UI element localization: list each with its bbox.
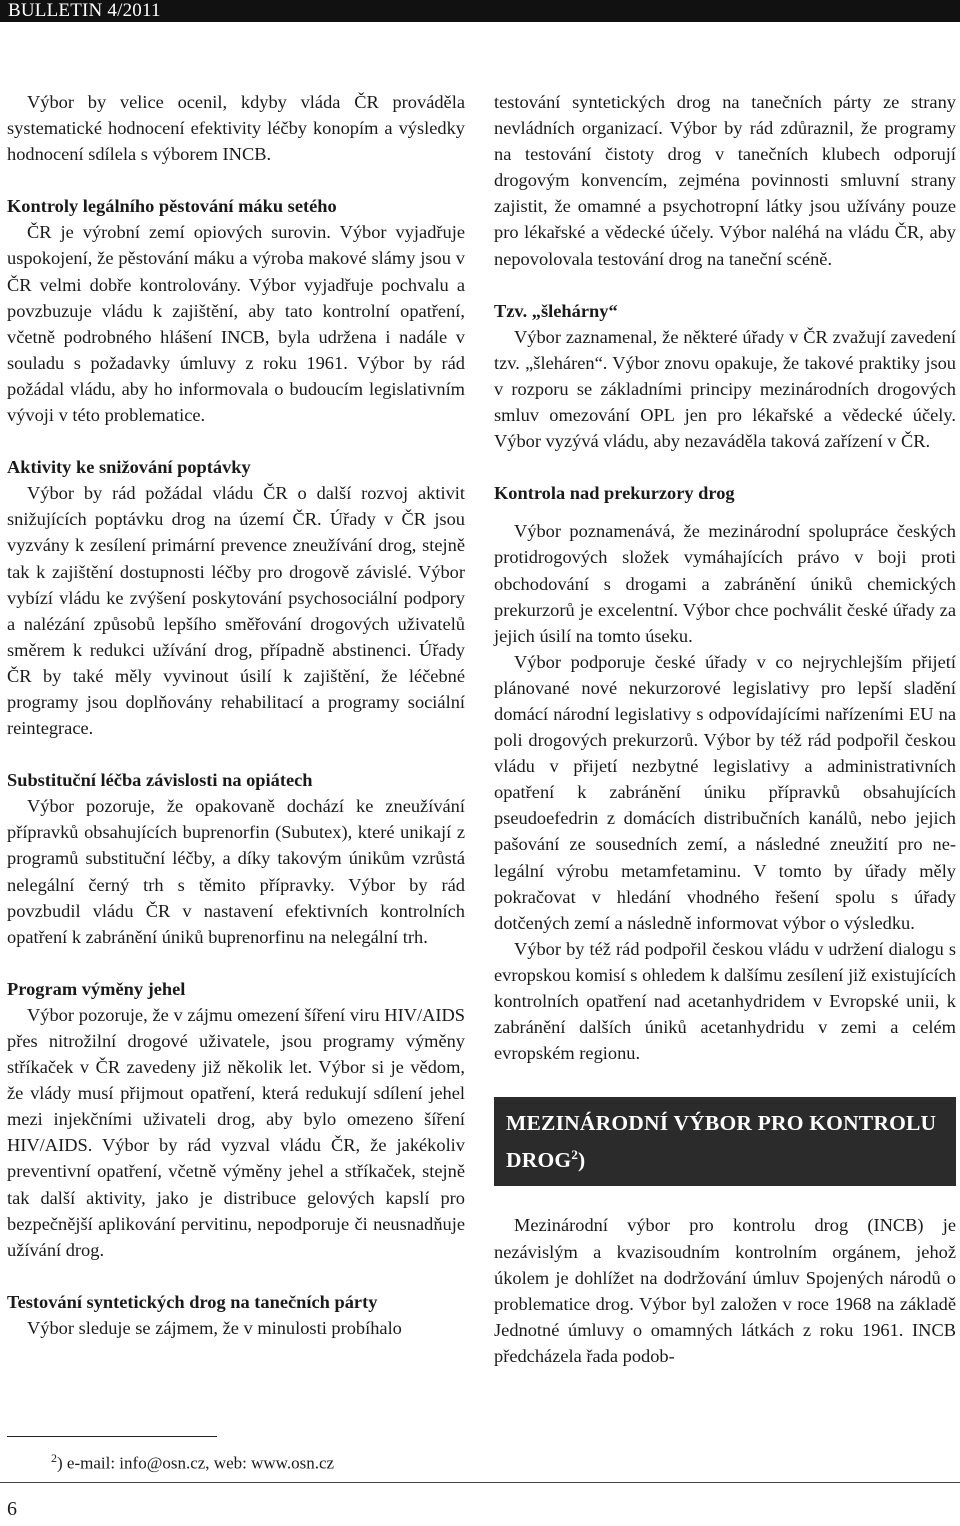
heading-injection-rooms: Tzv. „šlehárny“ bbox=[494, 300, 618, 321]
footnote-mark: 2 bbox=[51, 1451, 57, 1465]
heading-needle-exchange: Program výměny jehel bbox=[7, 978, 186, 999]
bottom-rule bbox=[0, 1482, 960, 1483]
footnote bbox=[51, 1447, 334, 1475]
paragraph-precursor-3: Výbor by též rád podpořil českou vládu v udržení dialogu s evropskou komisí s ohledem k dalšímu zesílení již existujících kontrolních opatření nad acetanhydridem v Evropské unii, k zabránění dalších úniků acetanhydridu v zemi a celém evropském regionu. bbox=[494, 938, 956, 1064]
right-column bbox=[494, 89, 956, 1369]
paragraph-needle-exchange: Výbor pozoruje, že v zájmu omezení šíření viru HIV/AIDS přes nitrožilní drogové uživatele, jsou programy výměny stříkaček v ČR zavedeny již několik let. Výbor si je vědom, že vlády musí přijmout opatření, která redukují sdílení jehel mezi injekčními uživateli drog, aby bylo omezeno šíření HIV/AIDS. Výbor by rád vyzval vládu ČR, že jakékoliv preventivní opatření, včetně výměny jehel a stříkaček, stejně tak další aktivity, jako je distribuce gelových kapslí pro bezpečnější aplikování pervitinu, nepodporuje či neusnadňuje užívání drog. bbox=[7, 1004, 465, 1260]
footnote-ref: 2 bbox=[571, 1147, 579, 1163]
heading-poppy-control: Kontroly legálního pěstování máku setého bbox=[7, 196, 337, 217]
paragraph-drug-testing-cont: testování syntetických drog na tanečních párty ze strany nevládních organizací. Výbor by rád zdůraznil, že programy na testování čistoty drog v tanečních klubech odporují drogovým konvencím, zejména povinnosti smluvní strany zajistit, že omamné a psychotropní látky jsou užívány pouze pro lékařské a vědecké účely. Výbor naléhá na vládu ČR, aby nepovolovala testování drog na taneční scéně. bbox=[494, 92, 956, 269]
paragraph-injection-rooms: Výbor zaznamenal, že některé úřady v ČR zvažují zavedení tzv. „šleháren“. Výbor znovu opakuje, že takové praktiky jsou v rozporu se základními principy mezinárodních drogových smluv omezování OPL jen pro lékařské a vědecké účely. Výbor vyzývá vládu, aby nezaváděla taková zařízení v ČR. bbox=[494, 326, 956, 452]
paragraph-substitution-treatment: Výbor pozoruje, že opakovaně dochází ke zneužívání přípravků obsahujících buprenorfin (Subutex), které unikají z programů substituční léčby, a díky takovým únikům vzrůstá nelegální černý trh s těmito přípravky. Výbor by rád povzbudil vládu ČR v nastavení efektivních kontrolních opatření k zabránění úniků buprenorfinu na nelegální trh. bbox=[7, 796, 465, 947]
paragraph-demand-reduction: Výbor by rád požádal vládu ČR o další rozvoj aktivit snižujících poptávku drog na území ČR. Úřady v ČR jsou vyzvány k zesílení primární prevence zneužívání drog, stejně tak k zajištění dostupnosti léčby pro drogově závislé. Výbor vybízí vládu ke zvýšení poskytování psychosociální podpory a nalézání způsobů lepšího směřování drogových uživatelů směrem k redukci užívání drog, případně abstinenci. Úřady ČR by také měly vyvinout úsilí k zajištění, že léčebné programy jsou doplňovány rehabilitací a programy sociální reintegrace. bbox=[7, 483, 465, 739]
paragraph-precursor-2: Výbor podporuje české úřady v co nejrychlejším přijetí plánované nové nekurzorové legislativy pro lepší sladění domácí národní legislativy s odpovídajícími nařízeními EU na poli drogových prekurzorů. Výbor by též rád podpořil českou vládu v přijetí nezbytné legislativy a administrativních opatření k zabránění úniku přípravků obsahujících pseudoefedrin z domácích distribučních kanálů, nebo jejich pašování ze sousedních zemí, a následné zneužití pro nelegální výrobu metamfetaminu. V tomto by úřady měly pokračovat v hledání vhodného řešení spolu s úřady dotčených zemí a následně informovat výbor o výsledku. bbox=[494, 651, 956, 933]
header-bar bbox=[0, 0, 960, 22]
section-title-incb bbox=[506, 1107, 944, 1176]
heading-precursor-control: Kontrola nad prekurzory drog bbox=[494, 483, 735, 504]
paragraph-incb-intro: Mezinárodní výbor pro kontrolu drog (INCB) je nezávislým a kvazisoudním kontrolním orgánem, jehož úkolem je dohlížet na dodržování úmluv Spojených národů o problematice drog. Výbor byl založen v roce 1968 na základě Jednotné úmluvy o omamných látkách z roku 1961. INCB předcházela řada podob- bbox=[494, 1215, 956, 1366]
intro-paragraph: Výbor by velice ocenil, kdyby vláda ČR prováděla systematické hodnocení efektivity léčby konopím a výsledky hodnocení sdílela s výborem INCB. bbox=[7, 92, 465, 165]
section-title-close: ) bbox=[578, 1148, 586, 1173]
heading-drug-testing: Testování syntetických drog na tanečních párty bbox=[7, 1291, 378, 1312]
footnote-text: ) e-mail: info@osn.cz, web: www.osn.cz bbox=[57, 1453, 335, 1473]
page-number: 6 bbox=[7, 1498, 17, 1520]
heading-substitution-treatment: Substituční léčba závislosti na opiátech bbox=[7, 770, 313, 791]
footnote-rule bbox=[7, 1436, 217, 1437]
section-title-text: MEZINÁRODNÍ VÝBOR PRO KONTROLU DROG bbox=[506, 1111, 937, 1173]
left-column bbox=[7, 89, 465, 1341]
heading-demand-reduction: Aktivity ke snižování poptávky bbox=[7, 457, 251, 478]
section-title-box bbox=[494, 1097, 956, 1186]
paragraph-drug-testing: Výbor sleduje se zájmem, že v minulosti probíhalo bbox=[27, 1317, 402, 1338]
paragraph-poppy-control: ČR je výrobní zemí opiových surovin. Výbor vyjadřuje uspokojení, že pěstování máku a výroba makové slámy jsou v ČR velmi dobře kontrolovány. Výbor vyjadřuje pochvalu a povzbuzuje vládu k zajištění, aby tato kontrolní opatření, včetně podrobného hlášení INCB, byla udržena i nadále v souladu s požadavky úmluvy z roku 1961. Výbor by rád požádal vládu, aby ho informovala o budoucím legislativním vývoji v této problematice. bbox=[7, 222, 465, 426]
paragraph-precursor-1: Výbor poznamenává, že mezinárodní spolupráce českých protidrogových složek vymáhajících právo v boji proti obchodování s drogami a zabránění úniků chemických prekurzorů je excelentní. Výbor chce pochválit české úřady za jejich úsilí na tomto úseku. bbox=[494, 521, 956, 646]
running-header: BULLETIN 4/2011 bbox=[8, 0, 161, 21]
